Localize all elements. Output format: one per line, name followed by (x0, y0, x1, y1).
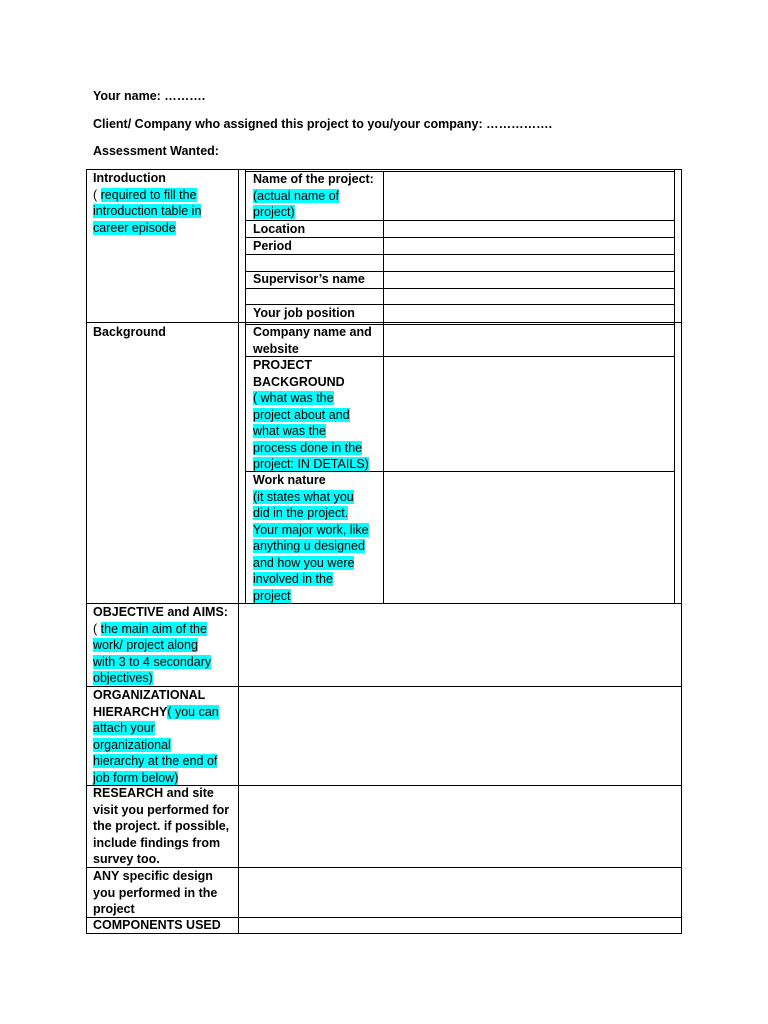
company-label-1: Company name and (253, 325, 372, 339)
design-line-1: ANY specific design (93, 869, 213, 883)
work-nature-label (253, 472, 383, 604)
work-nature-title: Work nature (253, 473, 326, 487)
proj-bg-note-5: project: IN DETAILS) (253, 457, 369, 471)
objective-note-4: objectives) (93, 671, 153, 685)
design-cell (93, 868, 238, 918)
project-name-note-1: (actual name of (253, 188, 340, 203)
work-note-1: (it states what you (253, 489, 354, 504)
location-label: Location (253, 222, 306, 236)
intro-note-1: required to fill the (100, 187, 197, 202)
design-line-3: project (93, 902, 135, 916)
intro-note-open: ( (93, 187, 101, 202)
intro-note-2: introduction table in (93, 204, 202, 218)
hierarchy-cell (93, 687, 238, 786)
research-line-3: the project. if possible, (93, 819, 230, 833)
proj-bg-note-3: what was the (253, 424, 326, 438)
research-line-4: include findings from (93, 835, 221, 850)
hierarchy-note-5: job form below) (93, 770, 179, 785)
research-line-5: survey too. (93, 852, 160, 866)
research-cell (93, 785, 238, 868)
period-label: Period (253, 239, 292, 253)
background-title: Background (93, 325, 166, 339)
project-name-label (253, 171, 383, 221)
project-background-label (253, 357, 383, 473)
hierarchy-note-2: attach your (93, 721, 155, 735)
proj-bg-note-4: process done in the (253, 440, 363, 455)
work-note-3: Your major work, like (253, 522, 369, 537)
work-note-2: did in the project. (253, 506, 349, 520)
design-line-2: you performed in the (93, 885, 218, 900)
assessment-line: Assessment Wanted: (93, 144, 219, 158)
objective-title: OBJECTIVE and AIMS: (93, 605, 228, 619)
objective-open: ( (93, 621, 101, 636)
project-name-note-2: project) (253, 205, 295, 219)
research-line-1: RESEARCH and site (93, 786, 214, 800)
introduction-cell (93, 170, 238, 236)
client-line: Client/ Company who assigned this project to you/your company: ……………. (93, 117, 553, 131)
company-label-2: website (253, 341, 299, 356)
hierarchy-title-2: HIERARCHY (93, 704, 168, 719)
objective-note-1: the main aim of the (100, 621, 207, 636)
objective-cell (93, 604, 238, 687)
hierarchy-title-1: ORGANIZATIONAL (93, 688, 206, 702)
hierarchy-note-4: hierarchy at the end of (93, 754, 218, 768)
objective-note-3: with 3 to 4 secondary (93, 654, 212, 669)
supervisor-label: Supervisor’s name (253, 272, 365, 286)
research-line-2: visit you performed for (93, 802, 230, 817)
components-cell: COMPONENTS USED (93, 918, 221, 932)
proj-bg-title-2: BACKGROUND (253, 374, 345, 389)
proj-bg-title-1: PROJECT (253, 358, 313, 372)
job-position-label: Your job position (253, 306, 355, 320)
intro-note-3: career episode (93, 220, 176, 235)
proj-bg-note-1: ( what was the (253, 391, 334, 405)
work-note-7: project (253, 588, 291, 603)
work-note-5: and how you were (253, 555, 355, 570)
company-label (253, 324, 372, 357)
introduction-title: Introduction (93, 171, 166, 185)
work-note-4: anything u designed (253, 539, 365, 553)
hierarchy-note-1: ( you can (167, 704, 219, 719)
proj-bg-note-2: project about and (253, 407, 350, 422)
hierarchy-note-3: organizational (93, 737, 171, 752)
work-note-6: involved in the (253, 572, 333, 586)
your-name-line: Your name: ………. (93, 89, 206, 103)
objective-note-2: work/ project along (93, 638, 198, 652)
project-name-title: Name of the project: (253, 172, 374, 186)
